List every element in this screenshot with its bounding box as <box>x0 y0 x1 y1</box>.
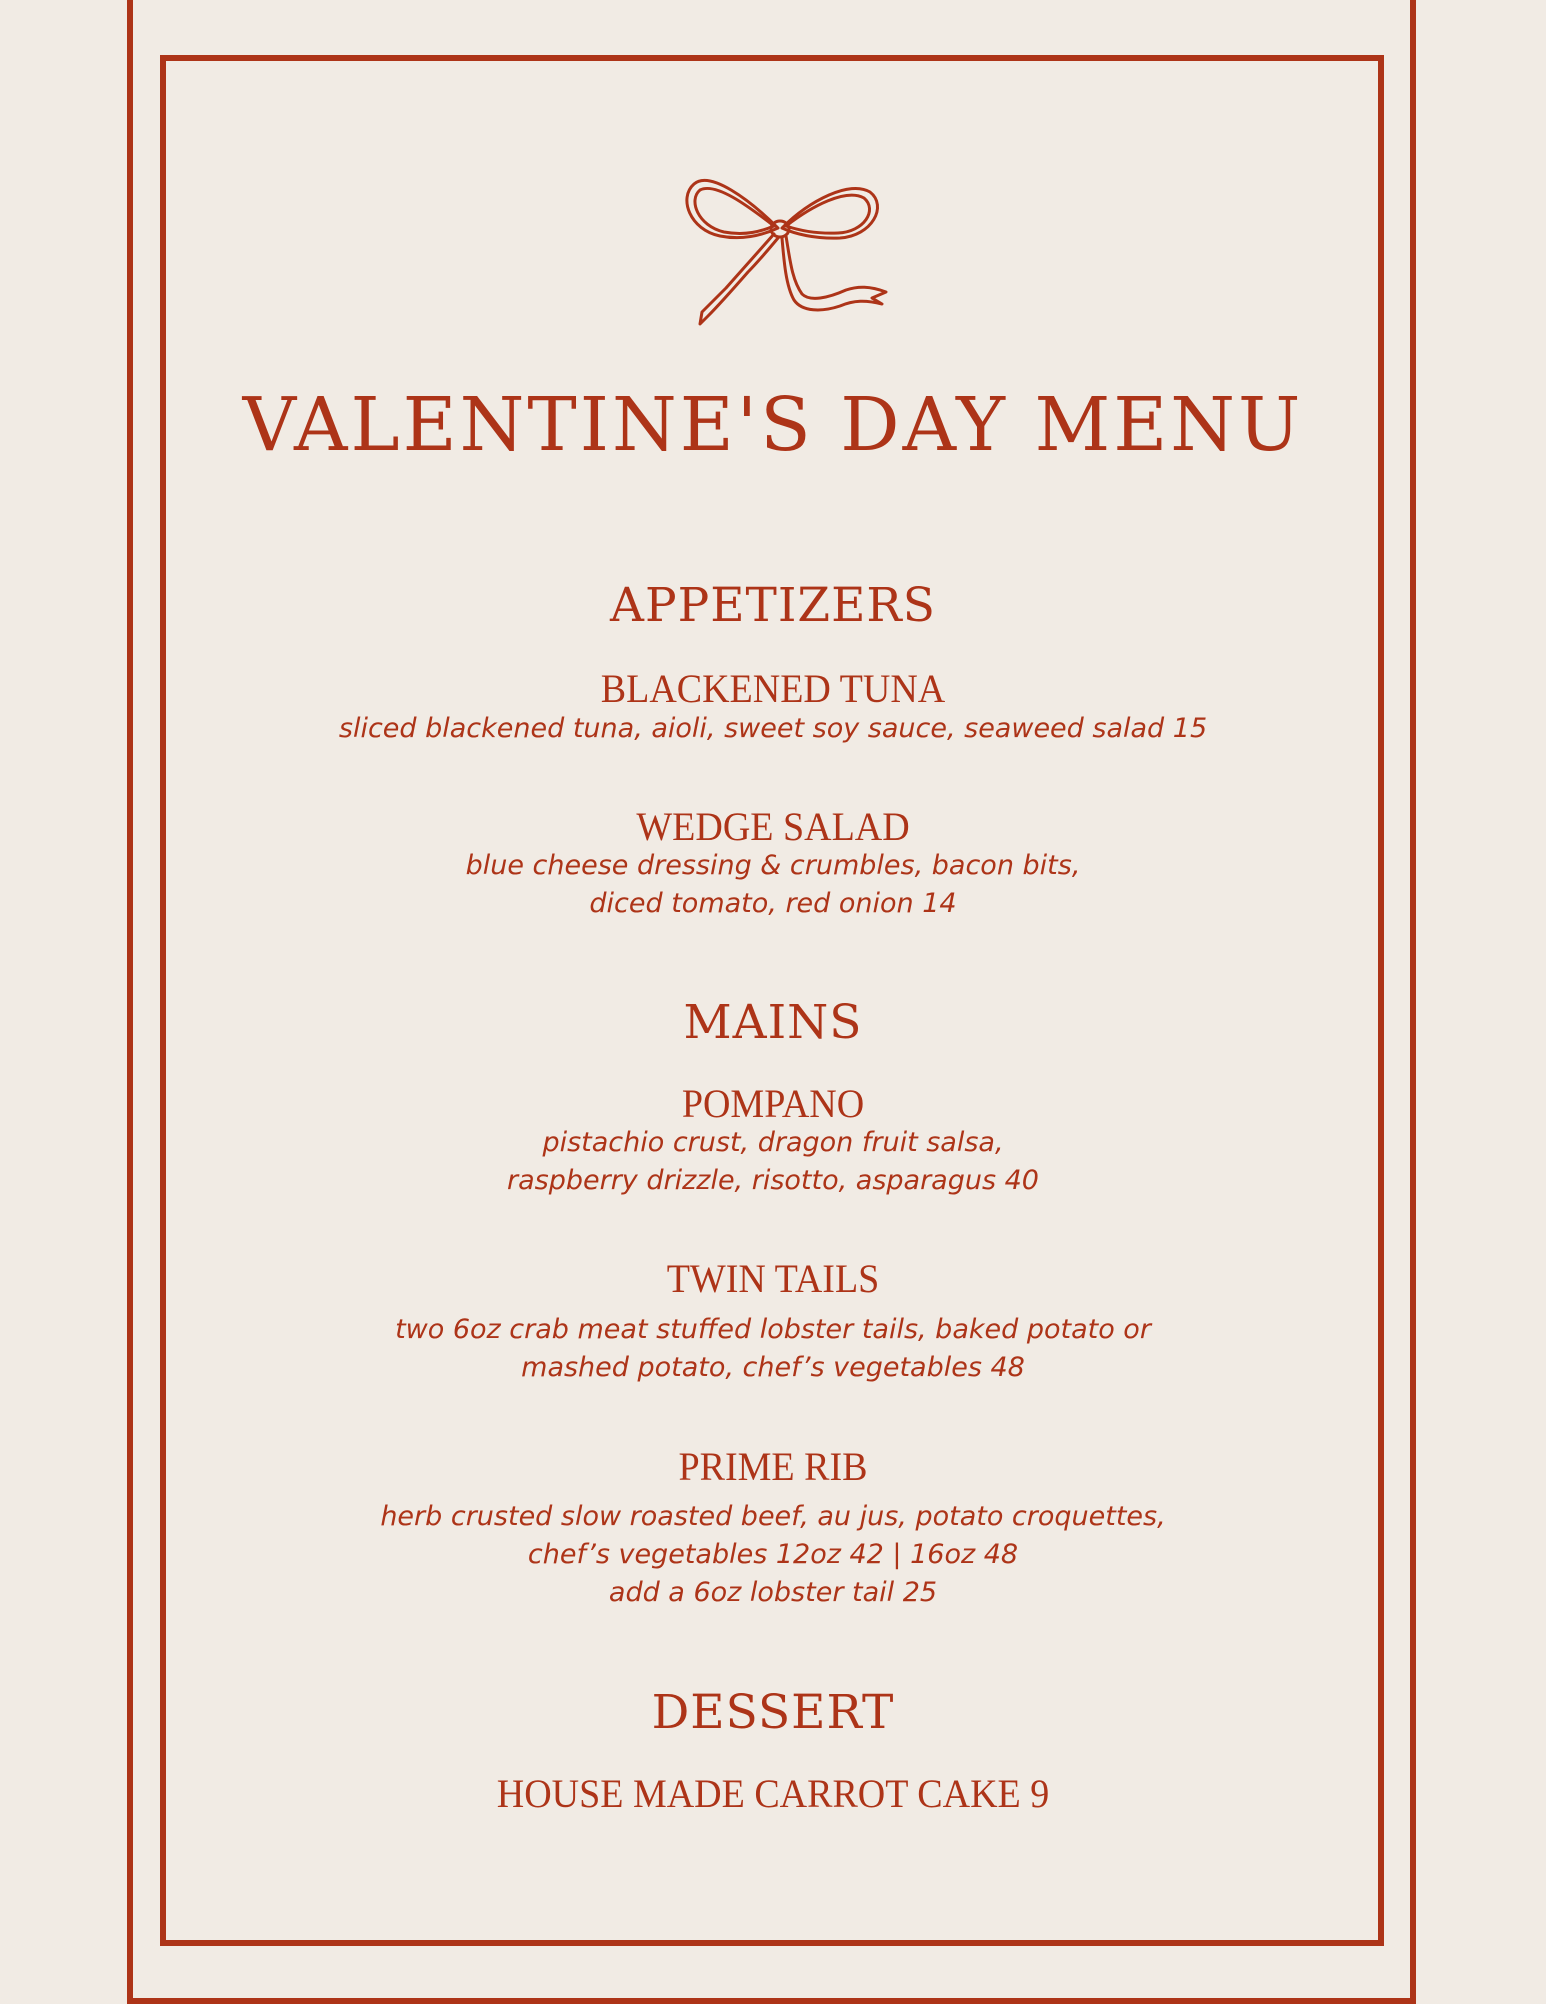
item-description-twin-tails <box>0 1311 1546 1387</box>
item-name-blackened-tuna: BLACKENED TUNA <box>600 666 946 711</box>
item-description-pompano <box>0 1124 1546 1200</box>
item-description-prime-rib <box>0 1498 1546 1612</box>
section-heading-appetizers: APPETIZERS <box>610 578 936 633</box>
description-line: two 6oz crab meat stuffed lobster tails, baked potato or <box>395 1314 1151 1345</box>
description-line: sliced blackened tuna, aioli, sweet soy sauce, seaweed salad 15 <box>338 713 1208 744</box>
description-line: chef’s vegetables 12oz 42 | 16oz 48 <box>527 1539 1019 1570</box>
bow-icon <box>650 170 900 340</box>
menu-title: VALENTINE'S DAY MENU <box>242 382 1304 468</box>
description-line: blue cheese dressing & crumbles, bacon bits, <box>465 850 1081 881</box>
item-name-wedge-salad: WEDGE SALAD <box>636 804 910 849</box>
section-heading-dessert: DESSERT <box>651 1685 895 1740</box>
item-name-carrot-cake: HOUSE MADE CARROT CAKE 9 <box>496 1771 1050 1816</box>
item-name-pompano: POMPANO <box>681 1081 865 1126</box>
description-line: pistachio crust, dragon fruit salsa, <box>542 1127 1004 1158</box>
section-heading-mains: MAINS <box>683 995 863 1050</box>
item-description-wedge-salad <box>0 847 1546 923</box>
description-line: add a 6oz lobster tail 25 <box>608 1577 938 1608</box>
item-name-twin-tails: TWIN TAILS <box>666 1256 880 1301</box>
item-name-prime-rib: PRIME RIB <box>678 1444 868 1489</box>
description-line: herb crusted slow roasted beef, au jus, potato croquettes, <box>380 1501 1166 1532</box>
description-line: diced tomato, red onion 14 <box>589 888 957 919</box>
description-line: mashed potato, chef’s vegetables 48 <box>521 1352 1025 1383</box>
item-description-blackened-tuna <box>0 710 1546 748</box>
description-line: raspberry drizzle, risotto, asparagus 40 <box>507 1165 1039 1196</box>
